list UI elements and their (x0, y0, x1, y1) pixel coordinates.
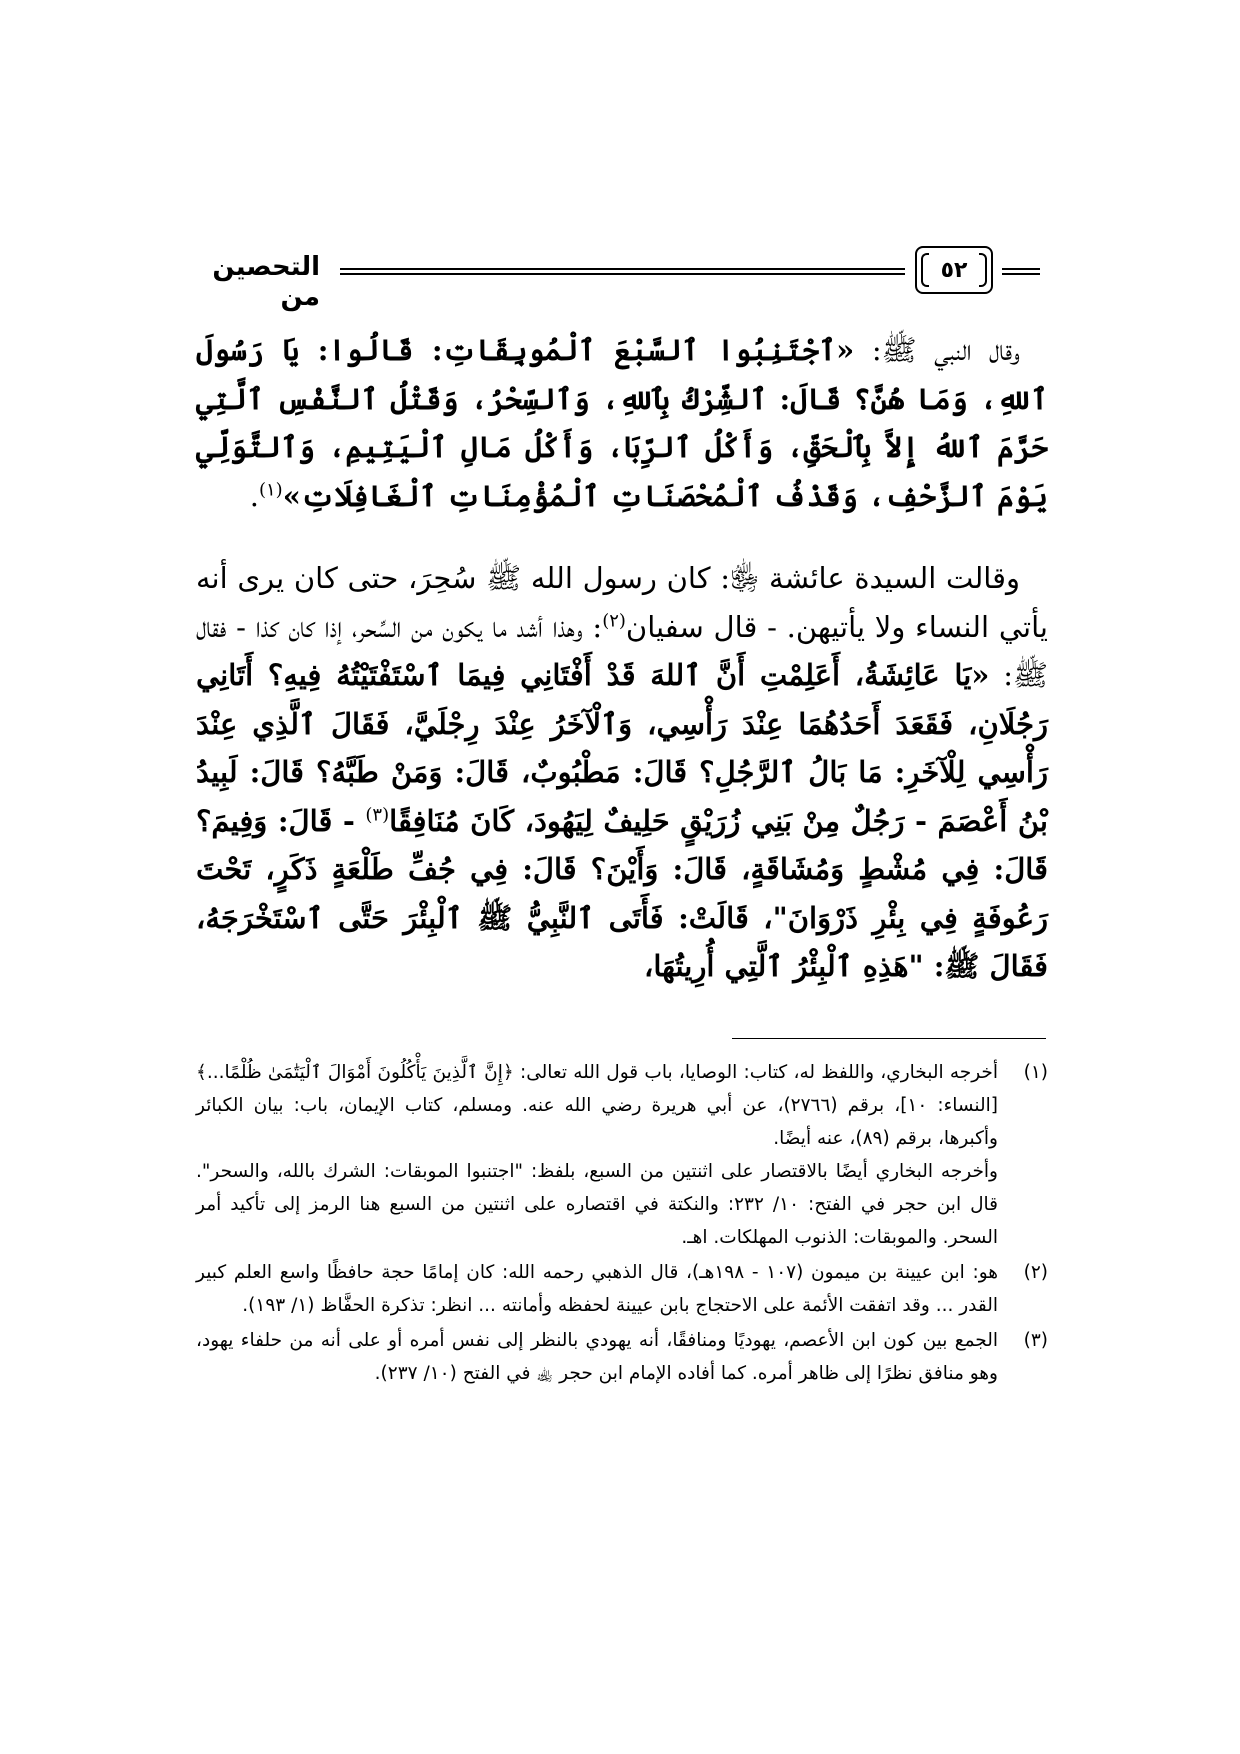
footnote-1 (196, 1056, 1048, 1254)
footnote-text (196, 1256, 998, 1322)
footnote-text (196, 1324, 998, 1390)
p2-intro: وقالت السيدة عائشة ﵂: كان رسول الله ﷺ سُحِرَ، حتى كان يرى أنه يأتي النساء ولا يأتيهن. - قال سفيان (196, 561, 1048, 644)
p1-hadith: «ٱجْتَنِبُوا ٱلسَّبْعَ ٱلْمُوبِقَاتِ: قَالُوا: يَا رَسُولَ ٱللهِ، وَمَا هُنَّ؟ قَالَ: ٱلشِّرْكُ بِٱللهِ، وَٱلسِّحْرُ، وَقَتْلُ ٱلنَّفْسِ ٱلَّتِي حَرَّمَ ٱللهُ إِلاَّ بِٱلْحَقِّ، وَأَكْلُ ٱلرِّبَا، وَأَكْلُ مَالِ ٱلْيَتِيمِ، وَٱلتَّوَلِّي يَوْمَ ٱلزَّحْفِ، وَقَذْفُ ٱلْمُحْصَنَاتِ ٱلْمُؤْمِنَاتِ ٱلْغَافِلَاتِ» (196, 333, 1048, 513)
footnote-paragraph: هو: ابن عيينة بن ميمون (١٠٧ - ١٩٨هـ)، قال الذهبي رحمه الله: كان إمامًا حجة حافظًا واسع العلم كبير القدر ... وقد اتفقت الأئمة على الاحتجاج بابن عيينة لحفظه وأمانته ... انظر: تذكرة الحفَّاظ (١/ ١٩٣). (196, 1262, 999, 1316)
p1-end: . (249, 478, 259, 513)
footnote-paragraph: الجمع بين كون ابن الأعصم، يهوديًا ومنافقًا، أنه يهودي بالنظر إلى نفس أمره أو على أنه من حلفاء يهود، وهو منافق نظرًا إلى ظاهر أمره. كما أفاده الإمام ابن حجر ﵀ في الفتح (١٠/ ٢٣٧). (196, 1330, 998, 1384)
header-rule-right (1002, 268, 1040, 275)
p2-hadith-part1: «يَا عَائِشَةُ، أَعَلِمْتِ أَنَّ ٱللهَ قَدْ أَفْتَانِي فِيمَا ٱسْتَفْتَيْتُهُ فِيهِ؟ أَتَانِي رَجُلَانِ، فَقَعَدَ أَحَدُهُمَا عِنْدَ رَأْسِي، وَٱلْآخَرُ عِنْدَ رِجْلَيَّ، فَقَالَ ٱلَّذِي عِنْدَ رَأْسِي لِلْآخَرِ: مَا بَالُ ٱلرَّجُلِ؟ قَالَ: مَطْبُوبٌ، قَالَ: وَمَنْ طَبَّهُ؟ قَالَ: لَبِيدُ بْنُ أَعْصَمَ - رَجُلٌ مِنْ بَنِي زُرَيْقٍ حَلِيفٌ لِيَهُودَ، كَانَ مُنَافِقًا (196, 658, 1049, 838)
p1-intro: وقال النبي ﷺ: (854, 333, 1020, 367)
footnotes (196, 1056, 1048, 1392)
footnote-text (196, 1056, 998, 1254)
footnote-number: (٢) (1023, 1262, 1048, 1283)
p2-hadith-part2: - قَالَ: وَفِيمَ؟ قَالَ: فِي مُشْطٍ وَمُشَاقَةٍ، قَالَ: وَأَيْنَ؟ قَالَ: فِي جُفِّ طَلْعَةٍ ذَكَرٍ، تَحْتَ رَعُوفَةٍ فِي بِئْرِ ذَرْوَانَ"، قَالَتْ: فَأَتَى ٱلنَّبِيُّ ﷺ ٱلْبِئْرَ حَتَّى ٱسْتَخْرَجَهُ، فَقَالَ ﷺ: "هَذِهِ ٱلْبِئْرُ ٱلَّتِي أُرِيتُهَا، (196, 803, 1048, 983)
footnote-number: (٣) (1023, 1330, 1048, 1351)
footnote-2 (196, 1256, 1048, 1322)
footnote-number: (١) (1023, 1062, 1048, 1083)
main-text (196, 326, 1048, 991)
footnote-ref-3[interactable]: (٣) (365, 803, 390, 825)
running-title: التحصين من (212, 252, 320, 312)
page-header (200, 244, 1045, 312)
paragraph-1 (196, 326, 1048, 520)
header-rule-middle (340, 268, 905, 275)
page-number: ٥٢ (915, 246, 993, 294)
paragraph-2 (196, 554, 1048, 991)
footnote-ref-2[interactable]: (٢) (602, 609, 626, 631)
footnote-paragraph: وأخرجه البخاري أيضًا بالاقتصار على اثنتين من السبع، بلفظ: "اجتنبوا الموبقات: الشرك بالله، والسحر". قال ابن حجر في الفتح: ١٠/ ٢٣٢: والنكتة في اقتصاره على اثنتين من السبع هنا الرمز إلى تأكيد أمر السحر. والموبقات: الذنوب المهلكات. اهـ. (196, 1161, 999, 1248)
footnote-paragraph: أخرجه البخاري، واللفظ له، كتاب: الوصايا، باب قول الله تعالى: ﴿إِنَّ ٱلَّذِينَ يَأْكُلُونَ أَمْوَالَ ٱلْيَتَٰمَىٰ ظُلْمًا...﴾ [النساء: ١٠]، برقم (٢٧٦٦)، عن أبي هريرة رضي الله عنه. ومسلم، كتاب الإيمان، باب: بيان الكبائر وأكبرها، برقم (٨٩)، عنه أيضًا. (196, 1062, 998, 1149)
footnote-separator (732, 1038, 1046, 1039)
footnote-3 (196, 1324, 1048, 1390)
footnote-ref-1[interactable]: (١) (258, 478, 283, 500)
p2-mid: : وهذا أشد ما يكون من السِّحر، إذا كان كذا - فقال ﷺ: (196, 609, 1048, 692)
